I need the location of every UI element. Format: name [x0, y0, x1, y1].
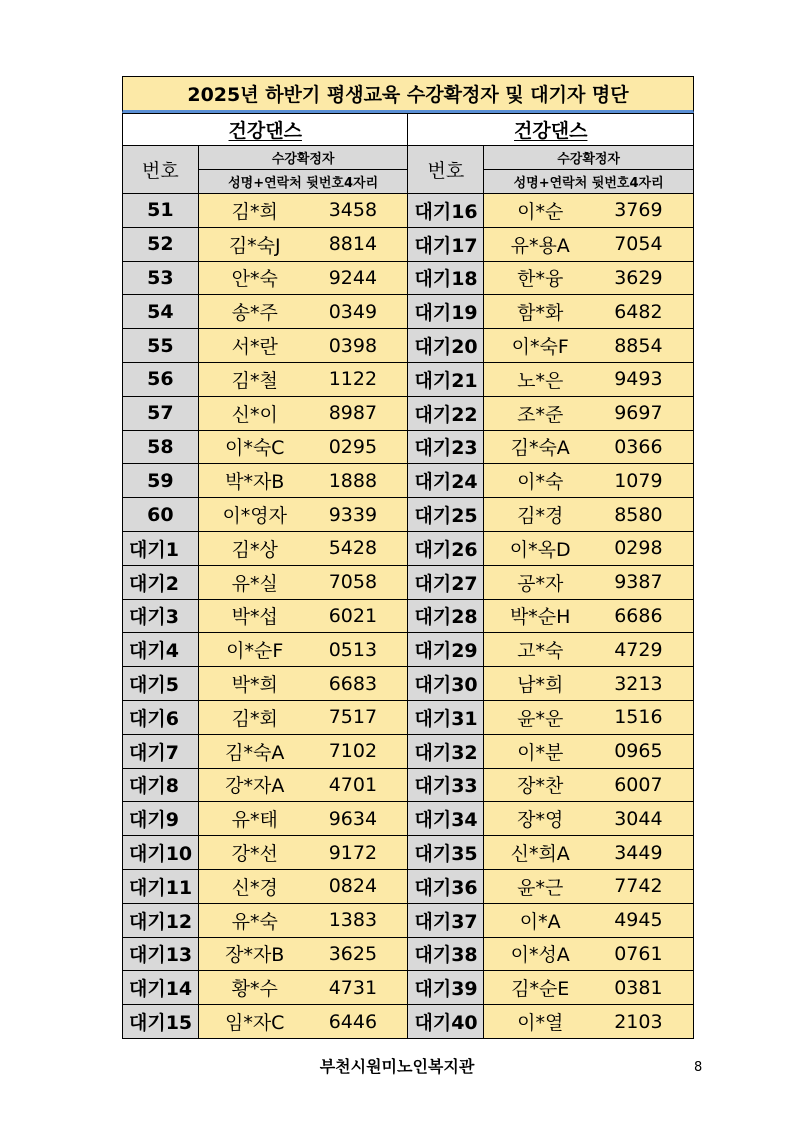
left-entry-cell	[198, 971, 408, 1005]
left-entry-phone-digits: 4731	[328, 976, 378, 999]
left-entry-phone-digits: 6446	[328, 1010, 378, 1033]
right-entry-cell	[484, 633, 694, 667]
left-number-header: 번호	[123, 146, 199, 194]
left-entry-cell	[198, 531, 408, 565]
right-entry-cell	[484, 937, 694, 971]
left-entry-cell	[198, 227, 408, 261]
left-entry-name: 안*숙	[231, 268, 278, 291]
left-entry-phone-digits: 4701	[328, 773, 378, 796]
right-row-number: 대기34	[408, 802, 484, 836]
right-entry-cell	[484, 734, 694, 768]
left-entry-name: 유*숙	[231, 910, 278, 933]
right-row-number: 대기39	[408, 971, 484, 1005]
right-entry-name: 이*분	[517, 741, 564, 764]
left-entry-phone-digits: 0295	[328, 435, 378, 458]
left-entry-cell	[198, 869, 408, 903]
right-row-number: 대기22	[408, 396, 484, 430]
right-row-number: 대기29	[408, 633, 484, 667]
left-row-number: 대기3	[123, 599, 199, 633]
left-entry-name: 이*순F	[226, 640, 284, 663]
right-entry-phone-digits: 0366	[614, 435, 663, 458]
right-entry-phone-digits: 0298	[614, 537, 663, 560]
left-row-number: 60	[123, 498, 199, 532]
left-entry-name: 김*철	[231, 369, 278, 392]
right-row-number: 대기17	[408, 227, 484, 261]
table-row	[123, 937, 694, 971]
left-entry-name: 임*자C	[224, 1012, 285, 1035]
right-entry-phone-digits: 4729	[614, 638, 663, 661]
right-entry-name: 장*찬	[517, 775, 564, 798]
left-row-number: 대기1	[123, 531, 199, 565]
right-row-number: 대기32	[408, 734, 484, 768]
right-entry-name: 박*순H	[509, 606, 571, 629]
table-row	[123, 869, 694, 903]
right-entry-cell	[484, 430, 694, 464]
right-entry-phone-digits: 6686	[614, 604, 663, 627]
right-section-title: 건강댄스	[408, 114, 694, 146]
right-row-number: 대기30	[408, 667, 484, 701]
left-entry-cell	[198, 295, 408, 329]
left-entry-phone-digits: 1122	[328, 368, 378, 391]
right-entry-cell	[484, 227, 694, 261]
table-row	[123, 599, 694, 633]
right-confirmed-header: 수강확정자	[484, 146, 694, 170]
right-entry-phone-digits: 8580	[614, 503, 663, 526]
right-entry-name: 김*숙A	[510, 437, 570, 460]
right-entry-cell	[484, 531, 694, 565]
right-row-number: 대기37	[408, 903, 484, 937]
left-entry-name: 이*영자	[222, 505, 287, 528]
left-subtitle-header: 성명+연락처 뒷번호4자리	[198, 170, 408, 194]
right-entry-phone-digits: 3629	[614, 266, 663, 289]
table-row	[123, 836, 694, 870]
left-entry-cell	[198, 430, 408, 464]
right-entry-cell	[484, 802, 694, 836]
right-entry-phone-digits: 3769	[614, 199, 663, 222]
left-entry-cell	[198, 261, 408, 295]
table-row	[123, 362, 694, 396]
table-row	[123, 261, 694, 295]
left-entry-cell	[198, 700, 408, 734]
right-entry-name: 이*옥D	[509, 538, 571, 561]
right-entry-name: 공*자	[517, 572, 564, 595]
right-entry-cell	[484, 869, 694, 903]
left-entry-cell	[198, 498, 408, 532]
left-entry-cell	[198, 802, 408, 836]
right-entry-phone-digits: 9387	[614, 571, 663, 594]
table-row	[123, 734, 694, 768]
right-row-number: 대기27	[408, 565, 484, 599]
left-entry-phone-digits: 3458	[328, 199, 378, 222]
right-entry-name: 장*영	[517, 809, 564, 832]
left-entry-name: 박*자B	[225, 471, 285, 494]
right-row-number: 대기21	[408, 362, 484, 396]
right-row-number: 대기23	[408, 430, 484, 464]
left-entry-phone-digits: 0824	[328, 875, 378, 898]
left-entry-name: 송*주	[231, 302, 278, 325]
right-entry-name: 남*희	[517, 674, 564, 697]
right-entry-cell	[484, 362, 694, 396]
right-entry-name: 이*숙F	[511, 336, 569, 359]
table-row	[123, 1005, 694, 1039]
left-entry-phone-digits: 0349	[328, 300, 378, 323]
left-row-number: 대기12	[123, 903, 199, 937]
right-entry-phone-digits: 7742	[614, 875, 663, 898]
page-number: 8	[694, 1060, 703, 1075]
left-entry-cell	[198, 464, 408, 498]
left-entry-name: 신*경	[231, 876, 278, 899]
left-entry-cell	[198, 633, 408, 667]
right-entry-phone-digits: 6007	[614, 773, 663, 796]
right-entry-cell	[484, 768, 694, 802]
left-entry-name: 김*숙A	[225, 741, 285, 764]
right-entry-cell	[484, 329, 694, 363]
left-entry-name: 김*숙J	[228, 234, 281, 257]
table-row	[123, 498, 694, 532]
right-entry-name: 한*융	[517, 268, 564, 291]
left-entry-phone-digits: 9339	[328, 503, 378, 526]
right-row-number: 대기19	[408, 295, 484, 329]
right-entry-phone-digits: 2103	[614, 1010, 663, 1033]
right-entry-name: 조*준	[517, 403, 564, 426]
left-row-number: 59	[123, 464, 199, 498]
table-row	[123, 903, 694, 937]
right-row-number: 대기20	[408, 329, 484, 363]
left-row-number: 57	[123, 396, 199, 430]
right-entry-cell	[484, 1005, 694, 1039]
left-row-number: 대기2	[123, 565, 199, 599]
left-row-number: 대기10	[123, 836, 199, 870]
left-row-number: 대기4	[123, 633, 199, 667]
right-entry-name: 이*A	[519, 910, 561, 933]
right-entry-cell	[484, 464, 694, 498]
right-entry-name: 윤*운	[517, 707, 564, 730]
left-entry-cell	[198, 396, 408, 430]
right-entry-phone-digits: 4945	[614, 909, 663, 932]
right-entry-cell	[484, 295, 694, 329]
left-section-title: 건강댄스	[123, 114, 408, 146]
right-row-number: 대기18	[408, 261, 484, 295]
right-entry-phone-digits: 3213	[614, 672, 663, 695]
left-entry-phone-digits: 5428	[328, 537, 378, 560]
right-entry-name: 윤*근	[517, 876, 564, 899]
right-entry-name: 노*은	[517, 369, 564, 392]
table-row	[123, 633, 694, 667]
left-entry-cell	[198, 329, 408, 363]
left-entry-name: 서*란	[231, 336, 278, 359]
left-entry-phone-digits: 7517	[328, 706, 378, 729]
right-row-number: 대기28	[408, 599, 484, 633]
table-row	[123, 430, 694, 464]
right-entry-phone-digits: 1516	[614, 706, 663, 729]
table-row	[123, 295, 694, 329]
left-entry-cell	[198, 1005, 408, 1039]
left-row-number: 52	[123, 227, 199, 261]
table-row	[123, 227, 694, 261]
right-entry-phone-digits: 9697	[614, 402, 663, 425]
left-row-number: 대기15	[123, 1005, 199, 1039]
left-entry-name: 김*희	[231, 200, 278, 223]
right-subtitle-header: 성명+연락처 뒷번호4자리	[484, 170, 694, 194]
left-row-number: 55	[123, 329, 199, 363]
roster-document	[122, 76, 694, 1039]
right-row-number: 대기33	[408, 768, 484, 802]
left-row-number: 대기9	[123, 802, 199, 836]
right-entry-phone-digits: 3449	[614, 841, 663, 864]
right-row-number: 대기36	[408, 869, 484, 903]
right-entry-cell	[484, 903, 694, 937]
left-entry-cell	[198, 667, 408, 701]
left-entry-phone-digits: 6021	[328, 604, 378, 627]
left-entry-phone-digits: 7058	[328, 571, 378, 594]
right-entry-cell	[484, 836, 694, 870]
left-row-number: 대기11	[123, 869, 199, 903]
left-entry-cell	[198, 599, 408, 633]
left-entry-cell	[198, 734, 408, 768]
left-entry-phone-digits: 9244	[328, 266, 378, 289]
left-row-number: 대기6	[123, 700, 199, 734]
right-row-number: 대기38	[408, 937, 484, 971]
right-entry-phone-digits: 6482	[614, 300, 663, 323]
left-entry-cell	[198, 836, 408, 870]
left-row-number: 58	[123, 430, 199, 464]
table-row	[123, 565, 694, 599]
left-entry-cell	[198, 362, 408, 396]
right-entry-cell	[484, 599, 694, 633]
right-row-number: 대기25	[408, 498, 484, 532]
table-row	[123, 194, 694, 228]
table-row	[123, 802, 694, 836]
left-entry-name: 장*자B	[225, 944, 285, 967]
left-entry-cell	[198, 565, 408, 599]
footer-organization: 부천시원미노인복지관	[319, 1057, 475, 1076]
left-row-number: 51	[123, 194, 199, 228]
right-entry-name: 김*경	[517, 505, 564, 528]
right-row-number: 대기26	[408, 531, 484, 565]
left-entry-name: 유*실	[231, 572, 278, 595]
right-entry-cell	[484, 498, 694, 532]
table-row	[123, 768, 694, 802]
left-entry-name: 이*숙C	[224, 437, 285, 460]
left-row-number: 대기7	[123, 734, 199, 768]
left-row-number: 대기8	[123, 768, 199, 802]
left-entry-phone-digits: 8814	[328, 233, 378, 256]
left-entry-cell	[198, 937, 408, 971]
left-entry-name: 강*자A	[225, 775, 285, 798]
table-row	[123, 667, 694, 701]
right-entry-name: 이*숙	[517, 471, 564, 494]
table-row	[123, 700, 694, 734]
right-number-header: 번호	[408, 146, 484, 194]
right-entry-cell	[484, 396, 694, 430]
right-row-number: 대기40	[408, 1005, 484, 1039]
left-entry-cell	[198, 903, 408, 937]
right-row-number: 대기35	[408, 836, 484, 870]
right-row-number: 대기24	[408, 464, 484, 498]
left-entry-phone-digits: 9634	[328, 807, 378, 830]
right-entry-cell	[484, 194, 694, 228]
right-entry-name: 고*숙	[517, 640, 564, 663]
left-entry-phone-digits: 1383	[328, 909, 378, 932]
left-entry-name: 신*이	[231, 403, 278, 426]
right-entry-name: 김*순E	[511, 978, 570, 1001]
right-row-number: 대기16	[408, 194, 484, 228]
right-entry-cell	[484, 971, 694, 1005]
right-entry-phone-digits: 8854	[614, 334, 663, 357]
left-entry-phone-digits: 7102	[328, 740, 378, 763]
left-entry-name: 유*태	[231, 809, 278, 832]
left-entry-phone-digits: 8987	[328, 402, 378, 425]
right-entry-name: 신*희A	[510, 843, 570, 866]
left-row-number: 54	[123, 295, 199, 329]
left-entry-cell	[198, 194, 408, 228]
left-entry-phone-digits: 9172	[328, 841, 378, 864]
right-entry-phone-digits: 0761	[614, 942, 663, 965]
left-entry-name: 김*상	[231, 538, 278, 561]
right-entry-phone-digits: 1079	[614, 469, 663, 492]
left-entry-name: 김*회	[231, 707, 278, 730]
left-row-number: 56	[123, 362, 199, 396]
left-row-number: 대기14	[123, 971, 199, 1005]
right-row-number: 대기31	[408, 700, 484, 734]
left-row-number: 대기5	[123, 667, 199, 701]
left-entry-phone-digits: 0398	[328, 334, 378, 357]
left-entry-name: 강*선	[231, 843, 278, 866]
left-entry-name: 박*섭	[231, 606, 278, 629]
left-entry-phone-digits: 6683	[328, 672, 378, 695]
right-entry-cell	[484, 667, 694, 701]
right-entry-phone-digits: 3044	[614, 807, 663, 830]
roster-table	[122, 113, 694, 1039]
right-entry-name: 이*성A	[510, 944, 570, 967]
table-row	[123, 971, 694, 1005]
table-row	[123, 329, 694, 363]
right-entry-cell	[484, 565, 694, 599]
right-entry-cell	[484, 700, 694, 734]
table-row	[123, 531, 694, 565]
right-entry-name: 이*열	[517, 1012, 564, 1035]
left-row-number: 대기13	[123, 937, 199, 971]
right-entry-phone-digits: 7054	[614, 233, 663, 256]
right-entry-phone-digits: 0381	[614, 976, 663, 999]
document-title: 2025년 하반기 평생교육 수강확정자 및 대기자 명단	[122, 76, 694, 113]
right-entry-name: 함*화	[517, 302, 564, 325]
right-entry-name: 유*용A	[510, 234, 570, 257]
left-confirmed-header: 수강확정자	[198, 146, 408, 170]
table-row	[123, 396, 694, 430]
right-entry-phone-digits: 9493	[614, 368, 663, 391]
left-entry-phone-digits: 3625	[328, 942, 378, 965]
right-entry-cell	[484, 261, 694, 295]
left-entry-name: 황*수	[231, 978, 278, 1001]
left-entry-phone-digits: 0513	[328, 638, 378, 661]
left-entry-name: 박*희	[231, 674, 278, 697]
table-row	[123, 464, 694, 498]
left-row-number: 53	[123, 261, 199, 295]
left-entry-phone-digits: 1888	[328, 469, 378, 492]
right-entry-name: 이*순	[517, 200, 564, 223]
left-entry-cell	[198, 768, 408, 802]
right-entry-phone-digits: 0965	[614, 740, 663, 763]
